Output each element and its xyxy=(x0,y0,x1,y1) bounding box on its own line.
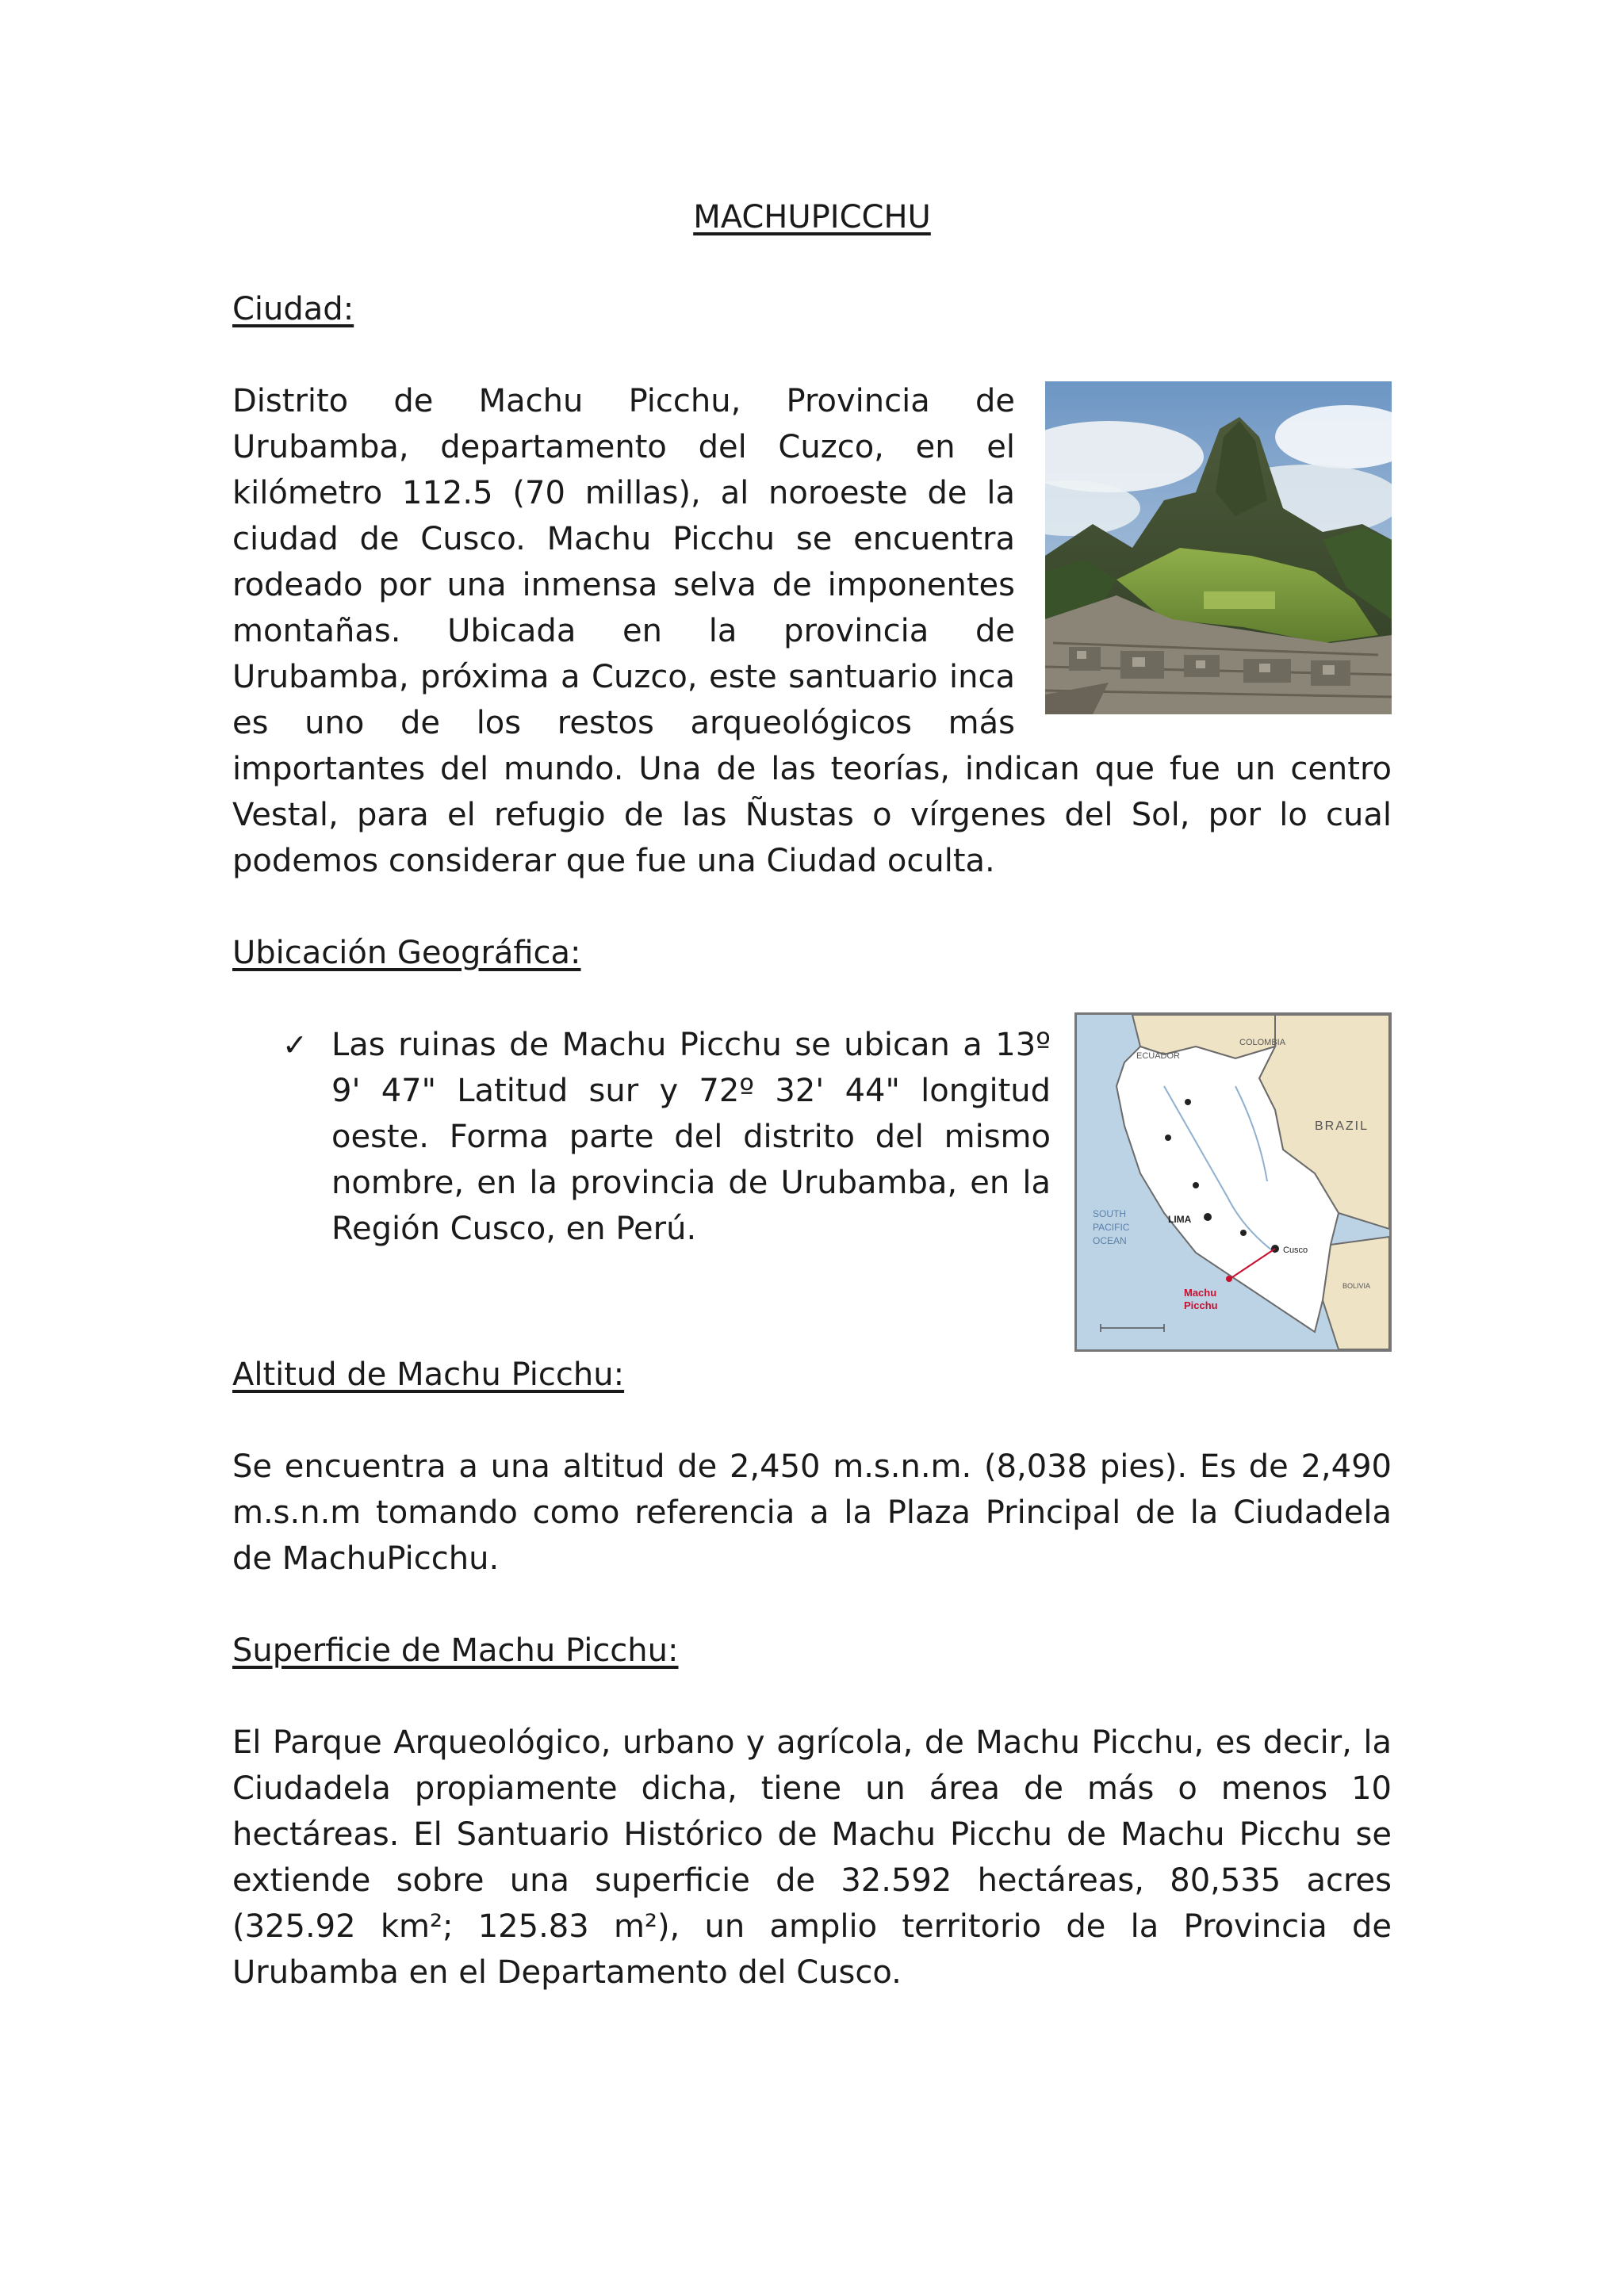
map-label-ecuador: ECUADOR xyxy=(1136,1051,1181,1061)
ciudad-line: arqueológicos más importantes del mundo. Una de xyxy=(232,705,1015,787)
map-label-brazil: BRAZIL xyxy=(1315,1119,1369,1133)
check-icon: ✓ xyxy=(282,1027,308,1062)
map-label-machu-picchu: Picchu xyxy=(1184,1299,1218,1311)
ciudad-line: Ubicada en la provincia de Urubamba, próxima a xyxy=(232,613,1015,695)
ciudad-line: Distrito de Machu Picchu, Provincia de Urubamba, xyxy=(232,383,1015,465)
ciudad-line: Cusco. Machu Picchu se encuentra rodeado por xyxy=(232,521,1015,603)
heading-altitud: Altitud de Machu Picchu: xyxy=(232,1357,625,1393)
ubicacion-list xyxy=(232,1022,1392,1252)
map-label-ocean: SOUTH xyxy=(1093,1208,1126,1219)
list-item xyxy=(282,1022,1392,1252)
map-label-lima: LIMA xyxy=(1168,1214,1192,1225)
ciudad-line: una inmensa selva de imponentes montañas. xyxy=(232,567,1015,649)
altitud-paragraph: Se encuentra a una altitud de 2,450 m.s.n.m. (8,038 pies). Es de 2,490 m.s.n.m tomando como referencia a la Plaza Principal de la Ciudadela de MachuPicchu. xyxy=(232,1448,1392,1577)
ciudad-line: vírgenes del Sol, por lo cual podemos considerar que fue una Ciudad oculta. xyxy=(232,797,1392,879)
map-label-machu-picchu: Machu xyxy=(1184,1287,1217,1299)
map-label-ocean: PACIFIC xyxy=(1093,1222,1130,1233)
page-title: MACHUPICCHU xyxy=(693,199,931,235)
map-label-colombia: COLOMBIA xyxy=(1239,1038,1286,1047)
ciudad-line: las teorías, indican que fue un centro Vestal, para el refugio de las Ñustas o xyxy=(232,751,1392,833)
ubicacion-text: Las ruinas de Machu Picchu se ubican a 13º 9' 47" Latitud sur y 72º 32' 44" longitud oeste. Forma parte del distrito del mismo nombre, en la provincia de Urubamba, en la Región Cusco, en Perú. xyxy=(331,1027,1051,1247)
heading-superficie: Superficie de Machu Picchu: xyxy=(232,1632,679,1669)
map-label-cusco: Cusco xyxy=(1283,1246,1308,1255)
superficie-paragraph: El Parque Arqueológico, urbano y agrícola, de Machu Picchu, es decir, la Ciudadela propiamente dicha, tiene un área de más o menos 10 hectáreas. El Santuario Histórico de Machu Picchu de Machu Picchu se extiende sobre una superficie de 32.592 hectáreas, 80,535 acres (325.92 km²; 125.83 m²), un amplio territorio de la Provincia de Urubamba en el Departamento del Cusco. xyxy=(232,1724,1392,1991)
ciudad-line: Cuzco, este santuario inca es uno de los restos xyxy=(232,659,1015,741)
map-label-bolivia: BOLIVIA xyxy=(1342,1282,1371,1290)
heading-ubicacion: Ubicación Geográfica: xyxy=(232,935,581,971)
section-ciudad xyxy=(232,378,1392,884)
section-ubicacion xyxy=(232,1022,1392,1352)
map-label-ocean: OCEAN xyxy=(1093,1235,1127,1246)
ciudad-line: departamento del Cuzco, en el kilómetro 112.5 xyxy=(232,429,1015,511)
machu-picchu-photo xyxy=(1045,381,1392,714)
heading-ciudad: Ciudad: xyxy=(232,291,354,327)
document-body xyxy=(232,194,1392,1996)
ciudad-line: (70 millas), al noroeste de la ciudad de xyxy=(232,475,1015,557)
